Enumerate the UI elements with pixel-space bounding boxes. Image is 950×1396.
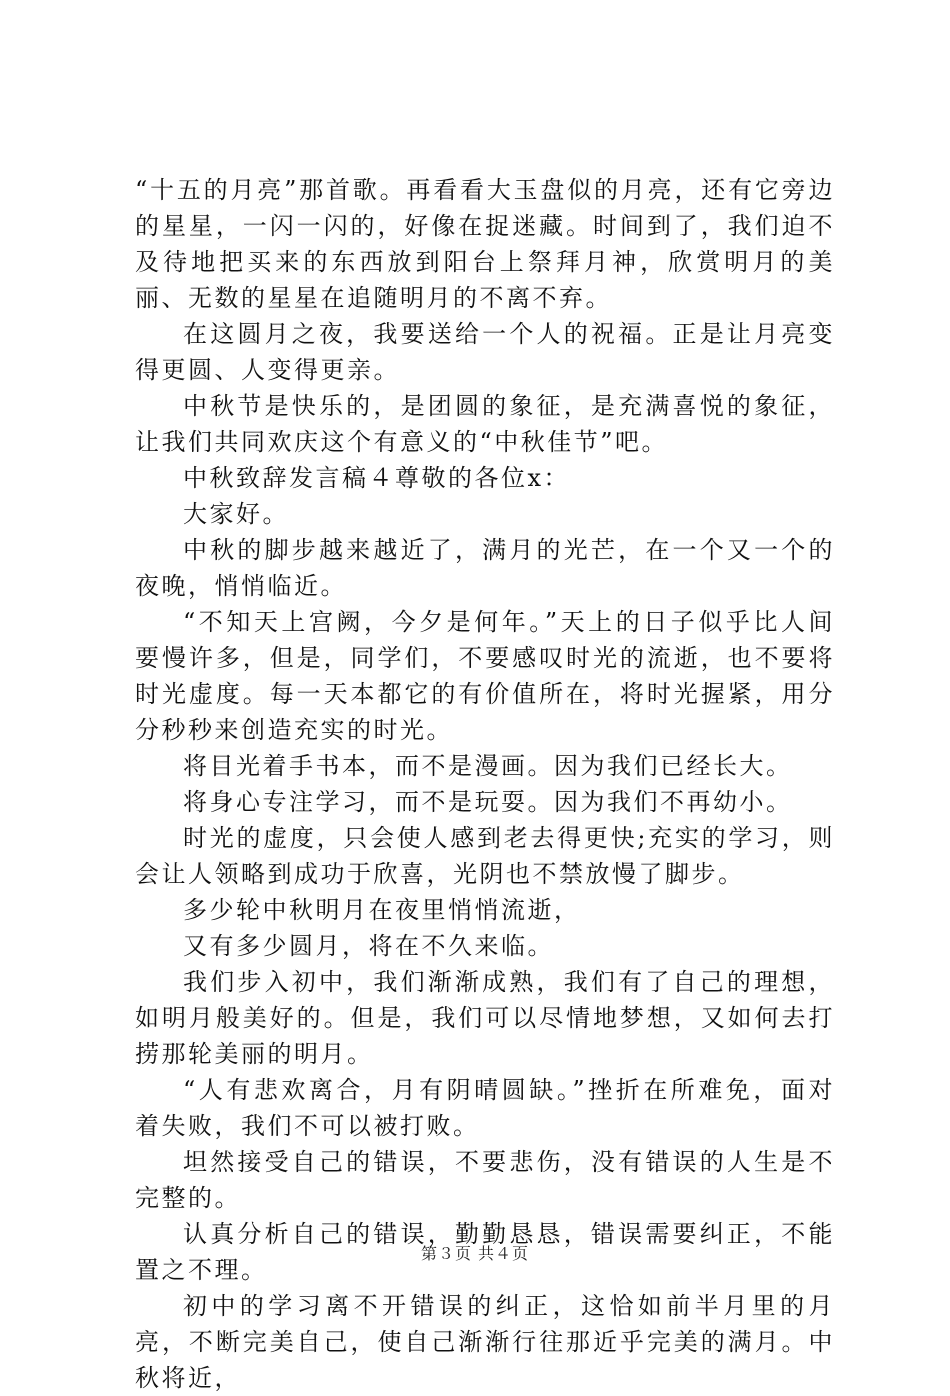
paragraph-9: 将身心专注学习，而不是玩耍。因为我们不再幼小。 <box>183 788 793 816</box>
paragraph-17: 初中的学习离不开错误的纠正，这恰如前半月里的月亮，不断完美自己，使自己渐渐行往那近乎完美的满月。中秋将近， <box>135 1292 835 1392</box>
paragraph-13: 我们步入初中，我们渐渐成熟，我们有了自己的理想，如明月般美好的。但是，我们可以尽情地梦想，又如何去打捞那轮美丽的明月。 <box>135 968 835 1068</box>
paragraph-15: 坦然接受自己的错误，不要悲伤，没有错误的人生是不完整的。 <box>135 1148 835 1212</box>
paragraph-11: 多少轮中秋明月在夜里悄悄流逝， <box>183 896 581 924</box>
paragraph-7: “不知天上宫阙，今夕是何年。”天上的日子似乎比人间要慢许多，但是，同学们，不要感叹时光的流逝，也不要将时光虚度。每一天本都它的有价值所在，将时光握紧，用分分秒秒来创造充实的时光。 <box>135 608 835 744</box>
speech-heading: 中秋致辞发言稿４尊敬的各位x： <box>183 464 571 492</box>
greeting: 大家好。 <box>183 500 289 528</box>
paragraph-8: 将目光着手书本，而不是漫画。因为我们已经长大。 <box>183 752 793 780</box>
paragraph-16: 认真分析自己的错误，勤勤恳恳，错误需要纠正，不能置之不理。 <box>135 1220 835 1284</box>
paragraph-10: 时光的虚度，只会使人感到老去得更快;充实的学习，则会让人领略到成功于欣喜，光阴也不禁放慢了脚步。 <box>135 824 835 888</box>
document-body <box>135 172 835 1396</box>
paragraph-1: “十五的月亮”那首歌。再看看大玉盘似的月亮，还有它旁边的星星，一闪一闪的，好像在捉迷藏。时间到了，我们迫不及待地把买来的东西放到阳台上祭拜月神，欣赏明月的美丽、无数的星星在追随明月的不离不弃。 <box>135 176 835 312</box>
paragraph-2: 在这圆月之夜，我要送给一个人的祝福。正是让月亮变得更圆、人变得更亲。 <box>135 320 835 384</box>
paragraph-12: 又有多少圆月，将在不久来临。 <box>183 932 554 960</box>
paragraph-14: “人有悲欢离合，月有阴晴圆缺。”挫折在所难免，面对着失败，我们不可以被打败。 <box>135 1076 835 1140</box>
page-footer: 第３页 共４页 <box>420 1244 530 1263</box>
paragraph-6: 中秋的脚步越来越近了，满月的光芒，在一个又一个的夜晚，悄悄临近。 <box>135 536 835 600</box>
paragraph-3: 中秋节是快乐的，是团圆的象征，是充满喜悦的象征，让我们共同欢庆这个有意义的“中秋佳节”吧。 <box>135 392 835 456</box>
